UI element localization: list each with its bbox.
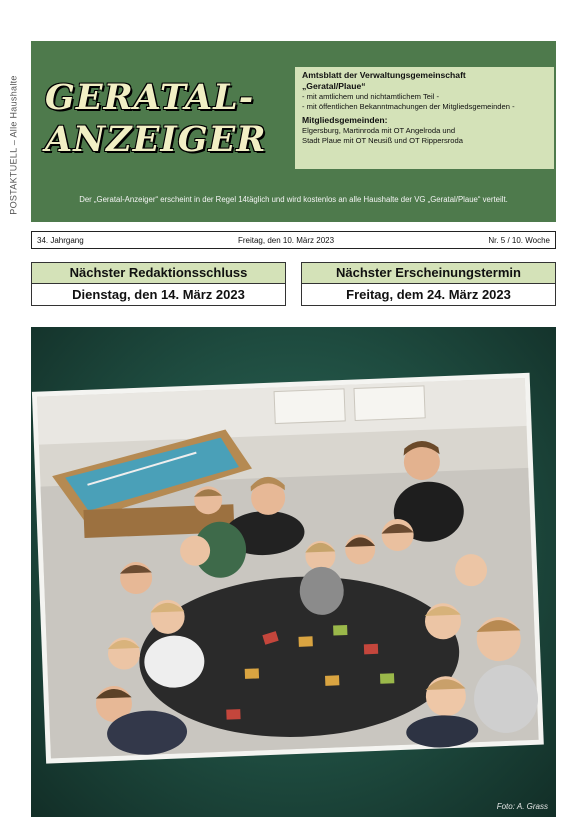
deadline-label: Nächster Redaktionsschluss (32, 263, 285, 284)
next-issue-box (301, 262, 556, 306)
photo-illustration (31, 327, 556, 817)
next-issue-value: Freitag, dem 24. März 2023 (346, 287, 511, 302)
next-issue-label: Nächster Erscheinungstermin (302, 263, 555, 284)
photo-credit: Foto: A. Grass (496, 802, 548, 811)
info-heading: Amtsblatt der Verwaltungsgemeinschaft (302, 70, 466, 80)
issue-date: Freitag, den 10. März 2023 (237, 235, 335, 245)
volume-label: 34. Jahrgang (37, 235, 84, 245)
cover-photo (31, 327, 556, 817)
distribution-note: Der „Geratal-Anzeiger“ erscheint in der Regel 14täglich und wird kostenlos an alle Haushalte der VG „Geratal/Plaue“ verteilt. (79, 195, 508, 204)
issue-number: Nr. 5 / 10. Woche (488, 235, 550, 245)
deadline-box (31, 262, 286, 306)
issue-bar (31, 231, 556, 249)
info-line-1: - mit amtlichem und nichtamtlichem Teil - (302, 92, 440, 101)
title-line-1: GERATAL- (45, 77, 255, 118)
members-line-1: Elgersburg, Martinroda mit OT Angelroda und (302, 126, 456, 135)
newspaper-title (45, 77, 266, 161)
postal-note-text: POSTAKTUELL – Alle Haushalte (9, 75, 19, 215)
masthead (31, 41, 556, 222)
members-line-2: Stadt Plaue mit OT Neusiß und OT Rippersroda (302, 136, 463, 145)
deadline-value: Dienstag, den 14. März 2023 (72, 287, 245, 302)
title-line-2: ANZEIGER (45, 119, 267, 160)
info-box (295, 67, 554, 169)
info-line-2: - mit öffentlichen Bekanntmachungen der Mitgliedsgemeinden - (302, 102, 515, 111)
members-heading: Mitgliedsgemeinden: (302, 115, 388, 125)
org-name: „Geratal/Plaue“ (302, 81, 366, 91)
postal-side-note (3, 60, 25, 230)
